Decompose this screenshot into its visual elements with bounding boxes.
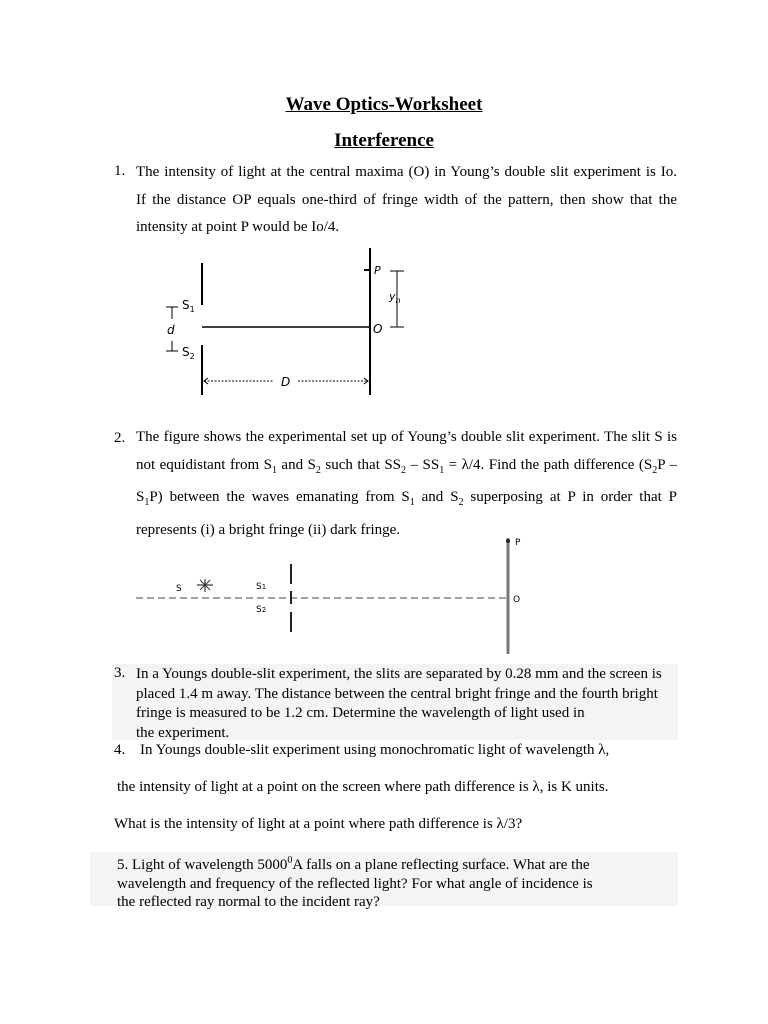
label-yn: $y_n$ — [389, 290, 401, 305]
young-double-slit-figure — [150, 245, 430, 405]
label-s2: $S_2$ — [182, 345, 195, 361]
page-title: Wave Optics-Worksheet — [285, 94, 483, 115]
label-D: D — [281, 375, 291, 389]
point-p-marker — [506, 539, 510, 543]
question-5-text — [117, 852, 677, 912]
label-s1: $S_1$ — [182, 298, 195, 314]
text-line: the reflected ray normal to the incident ray? — [117, 894, 380, 910]
question-4-line-2: the intensity of light at a point on the screen where path difference is λ, is K units. — [117, 779, 609, 795]
text-line: intensity at point P would be Io/4. — [136, 219, 340, 235]
section-heading: Interference — [334, 130, 434, 151]
question-number: 4. — [114, 742, 126, 758]
text-line: the experiment. — [136, 724, 230, 741]
text-line: In a Youngs double-slit experiment, the slits are separated by 0.28 mm and the screen is — [136, 666, 662, 682]
text-line: placed 1.4 m away. The distance between the central bright fringe and the fourth bright — [136, 685, 658, 702]
label-p: P — [515, 538, 521, 548]
label-s2: S2 — [256, 605, 267, 615]
question-2-text — [136, 424, 677, 544]
text-line: fringe is measured to be 1.2 cm. Determine the wavelength of light used in — [136, 705, 585, 721]
label-s1: S1 — [256, 582, 267, 592]
question-number: 1. — [114, 163, 126, 179]
label-d: d — [167, 323, 175, 337]
question-number: 5. — [117, 857, 129, 873]
text-line: The intensity of light at the central maxima (O) in Young’s double slit experiment is Io. — [136, 164, 677, 180]
label-s: S — [176, 584, 182, 594]
question-1-text — [136, 159, 677, 242]
label-o: O — [373, 322, 383, 336]
text-line: not equidistant from $S_1$ and $S_2$ such that $SS_2 - SS_1 = \lambda/4$. Find the path difference ($S_2P$ – — [136, 456, 677, 476]
slit-setup-figure — [130, 534, 540, 658]
text-line: If the distance OP equals one-third of fringe width of the pattern, then show that the — [136, 191, 677, 208]
question-number: 2. — [114, 430, 126, 446]
text-line: wavelength and frequency of the reflected light? For what angle of incidence is — [117, 875, 593, 892]
question-3-text — [136, 665, 676, 743]
label-o: O — [513, 595, 521, 605]
question-number: 3. — [114, 665, 126, 681]
label-p: P — [374, 264, 381, 277]
text-line: The figure shows the experimental set up of Young’s double slit experiment. The slit S is — [136, 429, 677, 445]
light-source-icon — [197, 579, 213, 592]
text-line: 5. Light of wavelength 5000$^0$A falls on a plane reflecting surface. What are the — [117, 855, 590, 873]
text-line: $S_1P$) between the waves emanating from $S_1$ and $S_2$ superposing at P in order that P — [136, 489, 678, 508]
question-4-line-3: What is the intensity of light at a point where path difference is λ/3? — [114, 816, 523, 832]
text-line: represents (i) a bright fringe (ii) dark fringe. — [136, 521, 401, 538]
question-4-line-1: In Youngs double-slit experiment using monochromatic light of wavelength λ, — [140, 742, 610, 758]
